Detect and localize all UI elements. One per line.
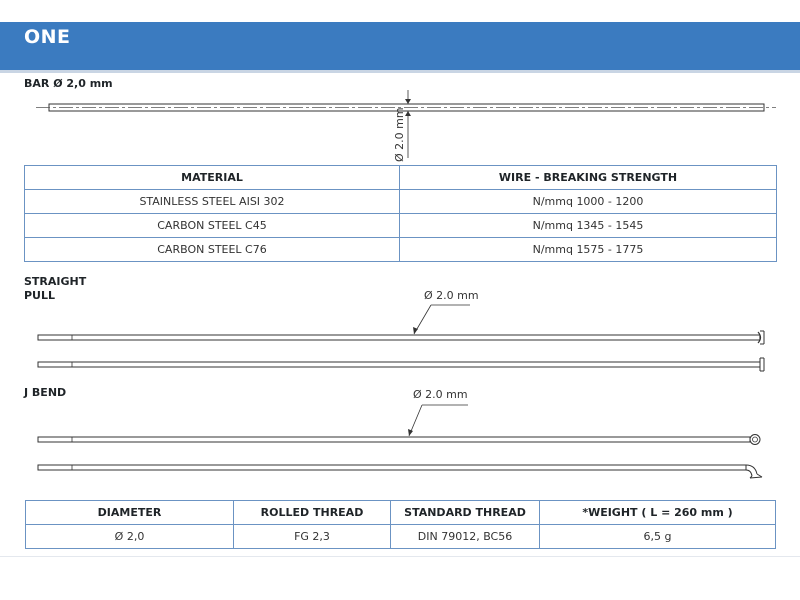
table-header-strength: WIRE - BREAKING STRENGTH	[400, 166, 777, 190]
material-cell: CARBON STEEL C76	[25, 238, 400, 262]
diameter-cell: Ø 2,0	[26, 525, 234, 549]
j-bend-drawing	[38, 388, 762, 478]
material-cell: STAINLESS STEEL AISI 302	[25, 190, 400, 214]
page-title: ONE	[24, 26, 71, 48]
bar-dimension-label: Ø 2.0 mm	[393, 107, 406, 162]
table-header-standard-thread: STANDARD THREAD	[391, 501, 540, 525]
standard-thread-cell: DIN 79012, BC56	[391, 525, 540, 549]
footer-divider	[0, 556, 800, 557]
bar-drawing	[36, 90, 776, 162]
table-header-weight: *WEIGHT ( L = 260 mm )	[540, 501, 776, 525]
strength-cell: N/mmq 1345 - 1545	[400, 214, 777, 238]
straight-pull-dimension-label: Ø 2.0 mm	[424, 289, 479, 302]
strength-cell: N/mmq 1000 - 1200	[400, 190, 777, 214]
straight-pull-drawing	[38, 289, 764, 371]
j-bend-label: J BEND	[24, 386, 67, 399]
table-header-material: MATERIAL	[25, 166, 400, 190]
straight-pull-label-line1: STRAIGHT	[24, 275, 87, 288]
table-header-row	[26, 501, 776, 525]
table-row	[26, 525, 776, 549]
weight-cell: 6,5 g	[540, 525, 776, 549]
table-header-row	[25, 166, 777, 190]
rolled-thread-cell: FG 2,3	[234, 525, 391, 549]
material-table	[24, 165, 777, 262]
table-row	[25, 238, 777, 262]
table-header-diameter: DIAMETER	[26, 501, 234, 525]
straight-pull-label-line2: PULL	[24, 289, 56, 302]
table-row	[25, 190, 777, 214]
straight-pull-label	[24, 275, 86, 303]
table-row	[25, 214, 777, 238]
spec-table	[25, 500, 776, 549]
material-cell: CARBON STEEL C45	[25, 214, 400, 238]
table-header-rolled-thread: ROLLED THREAD	[234, 501, 391, 525]
strength-cell: N/mmq 1575 - 1775	[400, 238, 777, 262]
bar-label: BAR Ø 2,0 mm	[24, 77, 113, 90]
j-bend-dimension-label: Ø 2.0 mm	[413, 388, 468, 401]
